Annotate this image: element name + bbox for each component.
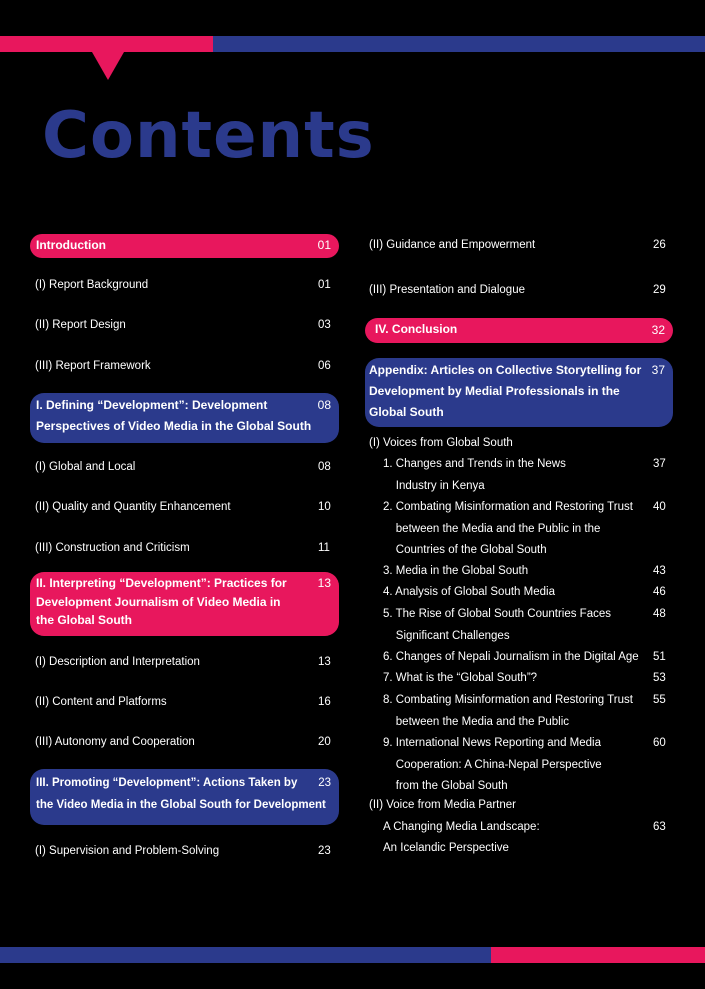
toc-section-2[interactable]: [30, 572, 339, 636]
toc-section-introduction[interactable]: [30, 234, 339, 258]
page-title: Contents: [42, 99, 375, 173]
entry-title: (III) Presentation and Dialogue: [369, 284, 525, 296]
toc-entry[interactable]: [35, 732, 333, 753]
entry-title: (II) Quality and Quantity Enhancement: [35, 501, 231, 513]
entry-page: 29: [653, 284, 666, 296]
section-page: 32: [651, 323, 665, 337]
section-title-line1: III. Promoting “Development”: Actions Taken by: [36, 777, 298, 789]
toc-entry[interactable]: 8. Combating Misinformation and Restoring Trust: [383, 694, 633, 706]
entry-title-continuation: between the Media and the Public in the: [383, 522, 601, 535]
entry-title: (I) Description and Interpretation: [35, 656, 200, 668]
toc-entry[interactable]: 9. International News Reporting and Media: [383, 737, 601, 749]
entry-page: 10: [318, 501, 331, 513]
entry-page: 08: [318, 461, 331, 473]
toc-entry[interactable]: [35, 356, 333, 377]
toc-entry[interactable]: [35, 497, 333, 518]
toc-section-4[interactable]: [365, 318, 673, 343]
section-title-line3: the Global South: [36, 613, 132, 627]
entry-page: 60: [653, 737, 666, 749]
toc-group-heading: (II) Voice from Media Partner: [369, 799, 516, 811]
toc-entry[interactable]: [35, 275, 333, 296]
appendix-title-line3: Global South: [369, 405, 444, 419]
toc-entry[interactable]: 2. Combating Misinformation and Restoring Trust: [383, 501, 633, 513]
toc-entry[interactable]: [369, 280, 669, 301]
entry-page: 01: [318, 279, 331, 291]
bottom-bar-pink: [491, 947, 705, 963]
toc-entry[interactable]: 6. Changes of Nepali Journalism in the Digital Age: [383, 651, 639, 663]
toc-entry[interactable]: [35, 315, 333, 336]
entry-title-continuation: Significant Challenges: [383, 629, 510, 642]
entry-page: 20: [318, 736, 331, 748]
entry-page: 13: [318, 656, 331, 668]
toc-entry[interactable]: 5. The Rise of Global South Countries Faces: [383, 608, 611, 620]
entry-page: 26: [653, 239, 666, 251]
entry-page: 55: [653, 694, 666, 706]
section-page: 23: [318, 777, 331, 789]
entry-page: 37: [653, 458, 666, 470]
entry-page: 16: [318, 696, 331, 708]
bottom-bar-navy: [0, 947, 491, 963]
section-title-line2: Development Journalism of Video Media in: [36, 595, 281, 609]
entry-page: 03: [318, 319, 331, 331]
entry-page: 51: [653, 651, 666, 663]
toc-entry[interactable]: [383, 817, 671, 838]
section-page: 08: [317, 398, 331, 412]
entry-title: (II) Content and Platforms: [35, 696, 167, 708]
entry-page: 48: [653, 608, 666, 620]
entry-page: 63: [653, 821, 666, 833]
entry-title-line1: A Changing Media Landscape:: [383, 821, 540, 833]
toc-entry[interactable]: [35, 538, 333, 559]
entry-title-continuation: Industry in Kenya: [383, 479, 485, 492]
toc-entry[interactable]: [35, 841, 333, 862]
pointer-triangle: [92, 52, 124, 80]
section-title: IV. Conclusion: [375, 322, 458, 336]
toc-section-1[interactable]: [30, 393, 339, 443]
entry-page: 11: [318, 542, 330, 554]
toc-section-3[interactable]: [30, 769, 339, 825]
toc-entry[interactable]: 3. Media in the Global South: [383, 565, 529, 577]
section-title-line2: Perspectives of Video Media in the Global South: [36, 419, 312, 433]
toc-appendix[interactable]: [365, 358, 673, 427]
entry-page: 43: [653, 565, 666, 577]
entry-page: 46: [653, 586, 666, 598]
section-title: Introduction: [36, 238, 106, 252]
toc-entry[interactable]: [369, 235, 669, 256]
toc-entry[interactable]: 7. What is the “Global South”?: [383, 672, 538, 684]
entry-title: (I) Supervision and Problem-Solving: [35, 845, 220, 857]
section-title-line1: II. Interpreting “Development”: Practices for: [36, 576, 287, 590]
entry-page: 53: [653, 672, 666, 684]
toc-entry[interactable]: [35, 692, 333, 713]
entry-title: (III) Report Framework: [35, 360, 151, 372]
entry-title: (II) Report Design: [35, 319, 126, 331]
appendix-page: 37: [651, 363, 665, 377]
toc-entry[interactable]: 1. Changes and Trends in the News: [383, 458, 566, 470]
entry-page: 23: [318, 845, 331, 857]
entry-page: 40: [653, 501, 666, 513]
appendix-title-line1: Appendix: Articles on Collective Storytelling for: [369, 363, 642, 377]
entry-title-continuation: from the Global South: [383, 780, 508, 792]
top-bar-pink: [0, 36, 213, 52]
top-bar-navy: [213, 36, 705, 52]
entry-title-continuation: Countries of the Global South: [383, 544, 547, 556]
section-title-line2: the Video Media in the Global South for Development: [36, 799, 326, 811]
toc-entry[interactable]: [35, 457, 333, 478]
entry-title: (III) Construction and Criticism: [35, 542, 190, 554]
entry-title: (II) Guidance and Empowerment: [369, 239, 536, 251]
entry-title: (I) Report Background: [35, 279, 149, 291]
section-page: 01: [317, 238, 331, 252]
section-title-line1: I. Defining “Development”: Development: [36, 398, 268, 412]
entry-title-continuation: Cooperation: A China-Nepal Perspective: [383, 758, 602, 771]
entry-title-line2: An Icelandic Perspective: [383, 842, 509, 854]
toc-entry[interactable]: [35, 652, 333, 673]
toc-entry[interactable]: 4. Analysis of Global South Media: [383, 586, 555, 598]
entry-title: (I) Global and Local: [35, 461, 136, 473]
entry-title-continuation: between the Media and the Public: [383, 715, 570, 728]
entry-page: 06: [318, 360, 331, 372]
toc-group-heading: (I) Voices from Global South: [369, 437, 513, 449]
entry-title: (III) Autonomy and Cooperation: [35, 736, 195, 748]
section-page: 13: [317, 576, 331, 590]
appendix-title-line2: Development by Medial Professionals in the: [369, 384, 620, 398]
